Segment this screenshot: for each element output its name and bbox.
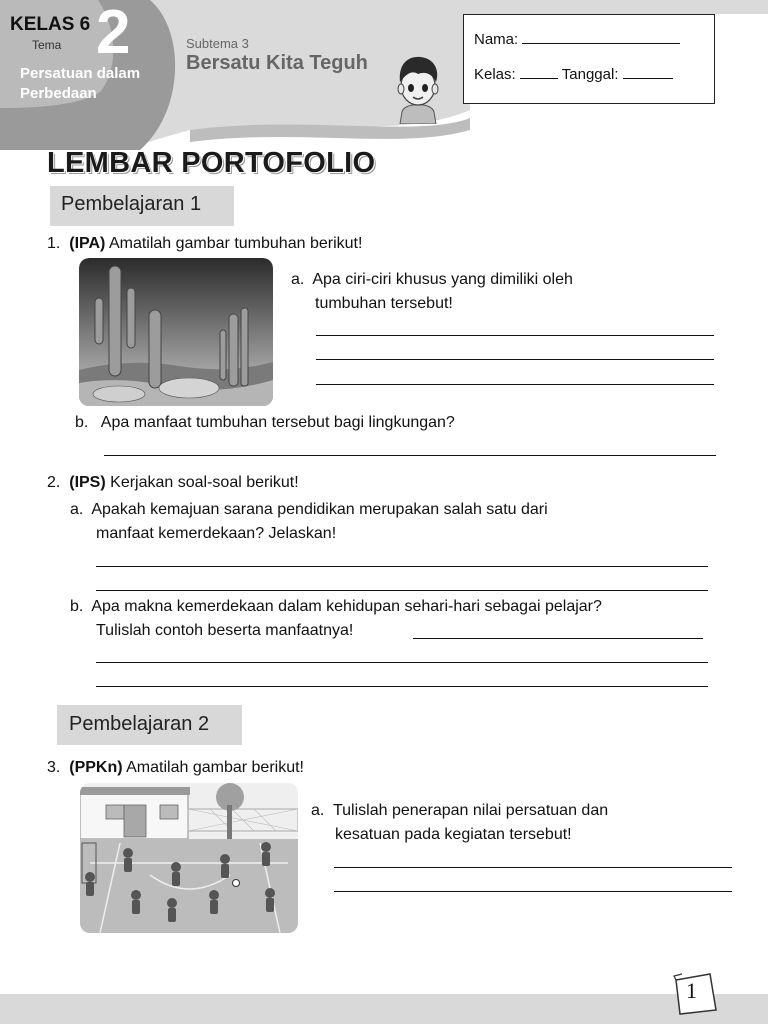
question-2 xyxy=(47,471,299,495)
question-2a-line1: Apakah kemajuan sarana pendidikan merupakan salah satu dari xyxy=(91,501,548,518)
question-1b-text: Apa manfaat tumbuhan tersebut bagi lingkungan? xyxy=(100,414,455,431)
page-number: 1 xyxy=(686,978,697,1003)
question-1a-line1: Apa ciri-ciri khusus yang dimiliki oleh xyxy=(312,271,573,288)
question-1 xyxy=(47,232,362,256)
question-2-number: 2. xyxy=(47,474,61,491)
question-1a-line2: tumbuhan tersebut! xyxy=(315,295,453,312)
question-1-text: Amatilah gambar tumbuhan berikut! xyxy=(108,235,363,252)
answer-line-2a-2[interactable] xyxy=(96,590,708,591)
question-1b-label: b. xyxy=(75,414,89,431)
answer-line-1a-2[interactable] xyxy=(316,359,714,360)
answer-line-3a-2[interactable] xyxy=(334,891,732,892)
question-2b xyxy=(70,595,602,643)
question-3a-line2: kesatuan pada kegiatan tersebut! xyxy=(335,826,572,843)
question-3a xyxy=(311,799,608,847)
question-3a-line1: Tulislah penerapan nilai persatuan dan xyxy=(332,802,609,819)
kelas-field[interactable] xyxy=(520,66,558,79)
tema-label: Tema xyxy=(32,38,62,52)
answer-line-1a-3[interactable] xyxy=(316,384,714,385)
answer-line-2a-1[interactable] xyxy=(96,566,708,567)
question-2b-line2: Tulislah contoh beserta manfaatnya! xyxy=(96,622,354,639)
question-3a-label: a. xyxy=(311,802,325,819)
tema-title-line2: Perbedaan xyxy=(20,85,97,102)
question-3-text: Amatilah gambar berikut! xyxy=(126,759,304,776)
question-2b-label: b. xyxy=(70,598,84,615)
answer-line-3a-1[interactable] xyxy=(334,867,732,868)
answer-line-2b-2[interactable] xyxy=(96,686,708,687)
section-heading-pembelajaran-1: Pembelajaran 1 xyxy=(50,186,234,226)
answer-line-2b-1[interactable] xyxy=(96,662,708,663)
answer-line-1a-1[interactable] xyxy=(316,335,714,336)
question-1-subject: (IPA) xyxy=(69,235,106,252)
nama-field[interactable] xyxy=(522,31,680,44)
question-1-number: 1. xyxy=(47,235,61,252)
question-1b xyxy=(75,411,455,435)
schoolyard-children-photo xyxy=(80,783,298,933)
question-2a xyxy=(70,498,548,546)
question-2-text: Kerjakan soal-soal berikut! xyxy=(110,474,299,491)
cactus-desert-photo xyxy=(79,258,273,406)
question-2a-label: a. xyxy=(70,501,84,518)
student-identity-box xyxy=(463,14,715,104)
tanggal-label: Tanggal: xyxy=(561,66,619,83)
section-heading-pembelajaran-2: Pembelajaran 2 xyxy=(57,705,242,745)
subtema-title: Bersatu Kita Teguh xyxy=(186,52,368,74)
kelas-field-label: Kelas: xyxy=(474,66,516,83)
question-1a xyxy=(291,268,573,316)
tanggal-field[interactable] xyxy=(623,66,673,79)
tema-title-line1: Persatuan dalam xyxy=(20,65,141,82)
tema-number: 2 xyxy=(96,0,131,67)
question-2a-line2: manfaat kemerdekaan? Jelaskan! xyxy=(96,525,337,542)
answer-line-2b-inline[interactable] xyxy=(413,638,703,639)
question-3-subject: (PPKn) xyxy=(69,759,123,776)
nama-label: Nama: xyxy=(474,31,519,48)
footer-band xyxy=(0,994,768,1024)
question-3-number: 3. xyxy=(47,759,61,776)
answer-line-1b-1[interactable] xyxy=(104,455,716,456)
question-2b-line1: Apa makna kemerdekaan dalam kehidupan sehari-hari sebagai pelajar? xyxy=(91,598,602,615)
question-1a-label: a. xyxy=(291,271,305,288)
kelas-label: KELAS 6 xyxy=(10,14,91,35)
tema-title xyxy=(20,64,140,104)
nama-row xyxy=(474,31,680,48)
subtema-label: Subtema 3 xyxy=(186,36,249,51)
boy-mascot-illustration xyxy=(388,52,448,124)
kelas-tanggal-row xyxy=(474,66,673,83)
page-title: LEMBAR PORTOFOLIO xyxy=(47,147,376,179)
question-2-subject: (IPS) xyxy=(69,474,106,491)
question-3 xyxy=(47,756,304,780)
